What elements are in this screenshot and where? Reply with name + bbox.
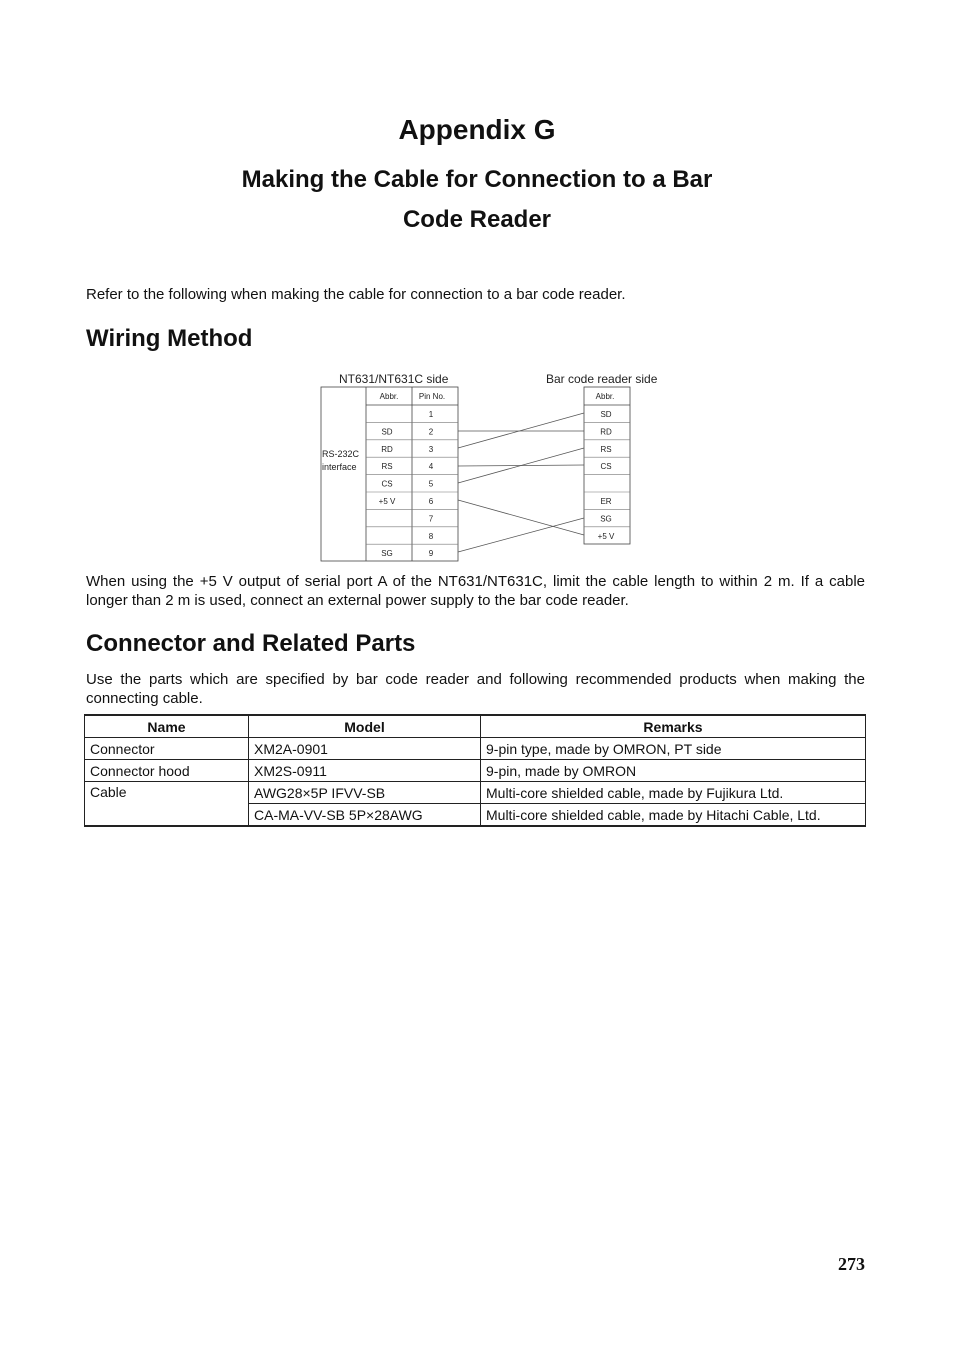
cell-model: AWG28×5P IFVV-SB: [249, 782, 481, 804]
left-pin-number: 1: [428, 410, 434, 419]
wire-sd-rd: [458, 413, 584, 448]
wiring-method-heading: Wiring Method: [86, 325, 253, 352]
left-pin-number: 3: [428, 444, 434, 454]
cell-name: Connector: [85, 738, 249, 760]
left-pin-abbr: +5 V: [378, 497, 396, 506]
table-header-row: [85, 715, 866, 738]
wire-sg: [458, 518, 584, 552]
right-side-label: Bar code reader side: [546, 372, 658, 386]
left-side-label: NT631/NT631C side: [339, 372, 449, 386]
right-pin-abbr: SD: [600, 410, 612, 419]
left-header-abbr: Abbr.: [379, 392, 399, 401]
cell-remarks: Multi-core shielded cable, made by Fujikura Ltd.: [481, 782, 866, 804]
page-title-line-2: Code Reader: [402, 206, 552, 233]
interface-label-1: RS-232C: [322, 449, 360, 459]
appendix-title: Appendix G: [398, 114, 556, 145]
cell-name: Cable: [85, 782, 249, 827]
interface-label-2: interface: [322, 462, 357, 472]
cable-length-note: When using the +5 V output of serial port A of the NT631/NT631C, limit the cable length to within 2 m. If a cable longer than 2 m is used, connect an external power supply to the bar code reader.: [86, 573, 865, 609]
left-pin-abbr: CS: [381, 479, 393, 489]
table-row: [85, 738, 866, 760]
connector-parts-heading: Connector and Related Parts: [86, 630, 416, 657]
right-header-abbr: Abbr.: [595, 392, 615, 401]
column-header-model: Model: [249, 715, 481, 738]
right-pin-abbr: RS: [600, 444, 612, 454]
intro-paragraph: Refer to the following when making the cable for connection to a bar code reader.: [86, 286, 626, 303]
left-pin-number: 2: [428, 427, 434, 437]
column-header-remarks: Remarks: [481, 715, 866, 738]
left-header-pin: Pin No.: [418, 392, 446, 401]
left-pin-number: 5: [428, 479, 434, 489]
cell-remarks: Multi-core shielded cable, made by Hitachi Cable, Ltd.: [481, 804, 866, 827]
right-pin-abbr: RD: [600, 427, 612, 437]
left-pin-abbr: SG: [381, 549, 393, 559]
cell-remarks: 9-pin, made by OMRON: [481, 760, 866, 782]
left-connector-frame: [321, 387, 458, 561]
page-number: 273: [838, 1254, 865, 1274]
wiring-diagram: [310, 368, 690, 568]
cell-model: XM2S-0911: [249, 760, 481, 782]
left-pin-abbr: RD: [381, 444, 393, 454]
right-pin-abbr: SG: [600, 514, 612, 524]
left-pin-number: 4: [428, 462, 434, 472]
cell-model: CA-MA-VV-SB 5P×28AWG: [249, 804, 481, 827]
left-pin-abbr: RS: [381, 462, 393, 472]
left-pin-number: 9: [428, 549, 434, 559]
cell-remarks: 9-pin type, made by OMRON, PT side: [481, 738, 866, 760]
left-pin-number: 7: [428, 514, 434, 524]
right-pin-abbr: +5 V: [597, 531, 615, 541]
table-row: [85, 782, 866, 804]
left-pin-number: 8: [428, 531, 434, 541]
right-pin-abbr: ER: [600, 497, 612, 506]
page-title-line-1: Making the Cable for Connection to a Bar: [241, 166, 713, 193]
table-row: [85, 760, 866, 782]
cell-name: Connector hood: [85, 760, 249, 782]
column-header-name: Name: [85, 715, 249, 738]
wire-5v: [458, 500, 584, 535]
right-pin-abbr: CS: [600, 462, 612, 472]
cell-model: XM2A-0901: [249, 738, 481, 760]
left-pin-abbr: SD: [381, 427, 393, 437]
left-pin-number: 6: [428, 497, 434, 506]
parts-intro-paragraph: Use the parts which are specified by bar code reader and following recommended products when making the connecting cable.: [86, 671, 865, 707]
parts-table: [84, 714, 866, 827]
page-title: [200, 160, 754, 240]
wires: [458, 413, 584, 552]
